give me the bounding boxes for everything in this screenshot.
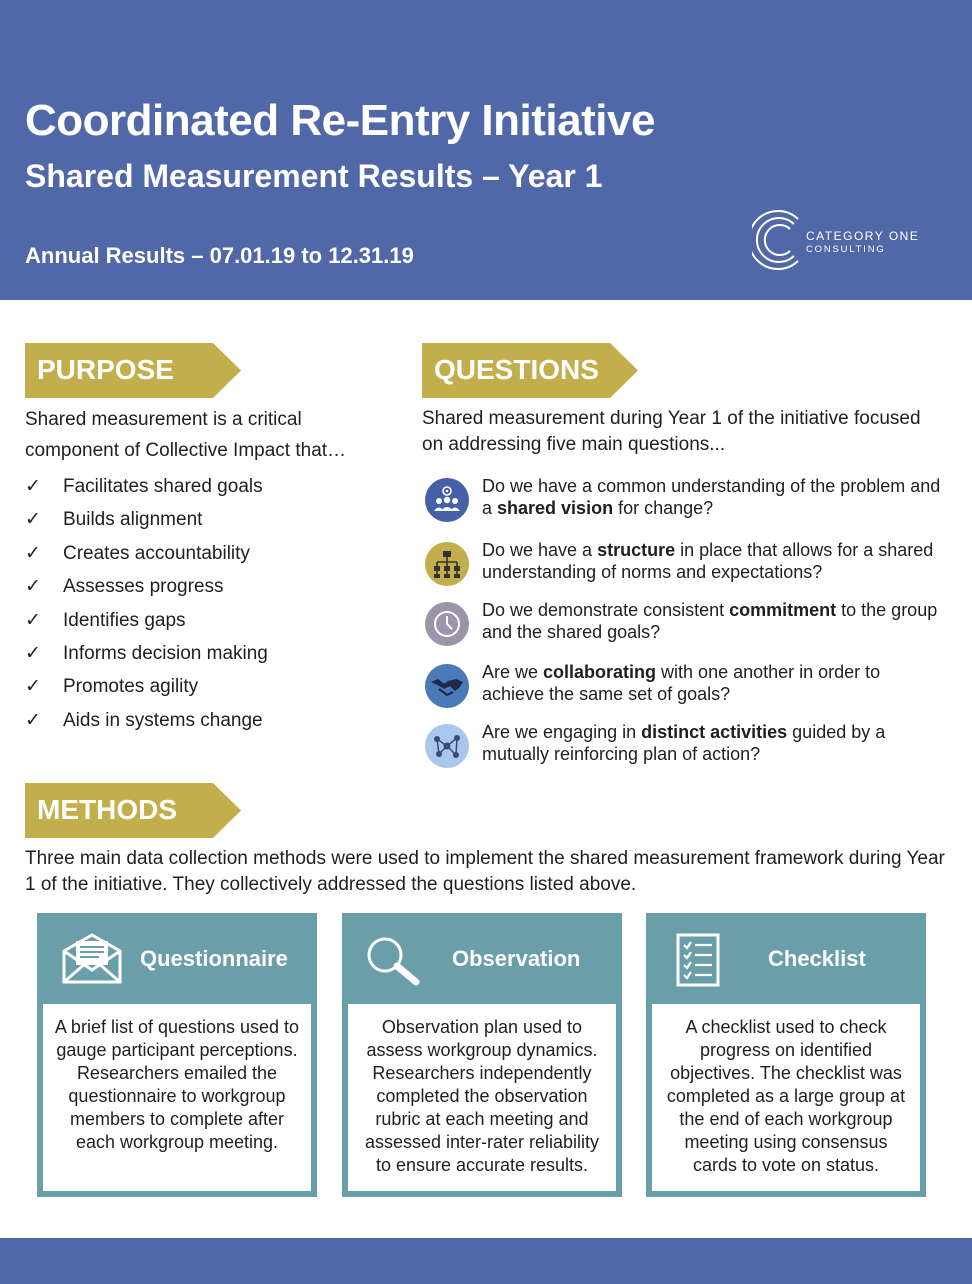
magnifier-icon [364,935,422,987]
card-body: A brief list of questions used to gauge participant perceptions. Researchers emailed the questionnaire to workgroup members to complete after each workgroup meeting. [43,1004,311,1191]
checkmark-icon: ✓ [25,709,41,731]
org-structure-icon [425,542,469,586]
logo-rings-icon [752,207,806,273]
question-item-structure [425,542,945,592]
page-subtitle: Shared Measurement Results – Year 1 [25,158,603,194]
envelope-icon [61,933,123,985]
card-title: Questionnaire [140,946,288,971]
logo-line1: CATEGORY ONE [806,229,920,243]
methods-heading: METHODS [37,794,177,825]
checklist-icon [676,933,720,987]
questions-banner [422,343,638,398]
question-text: Are we engaging in distinct activities guided by a mutually reinforcing plan of action? [482,722,886,764]
method-card-questionnaire [37,913,317,1197]
questions-heading: QUESTIONS [434,354,599,385]
people-vision-icon [425,478,469,522]
checkmark-icon: ✓ [25,676,41,698]
checkmark-icon: ✓ [25,576,41,598]
question-item-collaborating [425,664,945,714]
logo-line2: CONSULTING [806,244,886,255]
category-one-logo [752,207,952,273]
checkmark-icon: ✓ [25,542,41,564]
list-item: ✓ Facilitates shared goals [25,470,395,503]
question-item-vision [425,478,945,528]
list-item: ✓ Builds alignment [25,503,395,536]
checkmark-icon: ✓ [25,609,41,631]
handshake-icon [425,664,469,708]
network-icon [425,724,469,768]
method-card-observation [342,913,622,1197]
question-item-commitment [425,602,945,652]
method-card-checklist [646,913,926,1197]
question-item-activities [425,724,945,774]
questions-intro: Shared measurement during Year 1 of the initiative focused on addressing five main questions... [422,408,921,455]
purpose-heading: PURPOSE [37,354,174,385]
list-item: ✓ Assesses progress [25,570,395,603]
card-title: Observation [452,946,581,971]
purpose-banner [25,343,241,398]
list-item: ✓ Promotes agility [25,670,395,703]
purpose-intro: Shared measurement is a critical component of Collective Impact that… [25,409,347,461]
header-band [0,0,972,300]
question-text: Are we collaborating with one another in order to achieve the same set of goals? [482,662,881,704]
footer-band [0,1238,972,1284]
list-item: ✓ Aids in systems change [25,704,395,737]
list-item: ✓ Informs decision making [25,637,395,670]
methods-intro: Three main data collection methods were used to implement the shared measurement framework during Year 1 of the initiative. They collectively addressed the questions listed above. [25,848,945,895]
question-text: Do we have a structure in place that allows for a shared understanding of norms and expectations? [482,540,934,582]
question-text: Do we demonstrate consistent commitment to the group and the shared goals? [482,600,938,642]
checkmark-icon: ✓ [25,476,41,497]
list-item: ✓ Identifies gaps [25,604,395,637]
page-title: Coordinated Re-Entry Initiative [25,96,655,145]
clock-icon [425,602,469,646]
card-body: Observation plan used to assess workgroup dynamics. Researchers independently completed the observation rubric at each meeting and assessed inter-rater reliability to ensure accurate results. [348,1004,616,1191]
purpose-list [25,470,395,737]
checkmark-icon: ✓ [25,509,41,531]
question-text: Do we have a common understanding of the problem and a shared vision for change? [482,476,941,518]
card-title: Checklist [768,946,866,971]
date-range: Annual Results – 07.01.19 to 12.31.19 [25,243,414,268]
methods-banner [25,783,241,838]
list-item: ✓ Creates accountability [25,537,395,570]
card-body: A checklist used to check progress on identified objectives. The checklist was completed as a large group at the end of each workgroup meeting using consensus cards to vote on status. [652,1004,920,1191]
checkmark-icon: ✓ [25,642,41,664]
